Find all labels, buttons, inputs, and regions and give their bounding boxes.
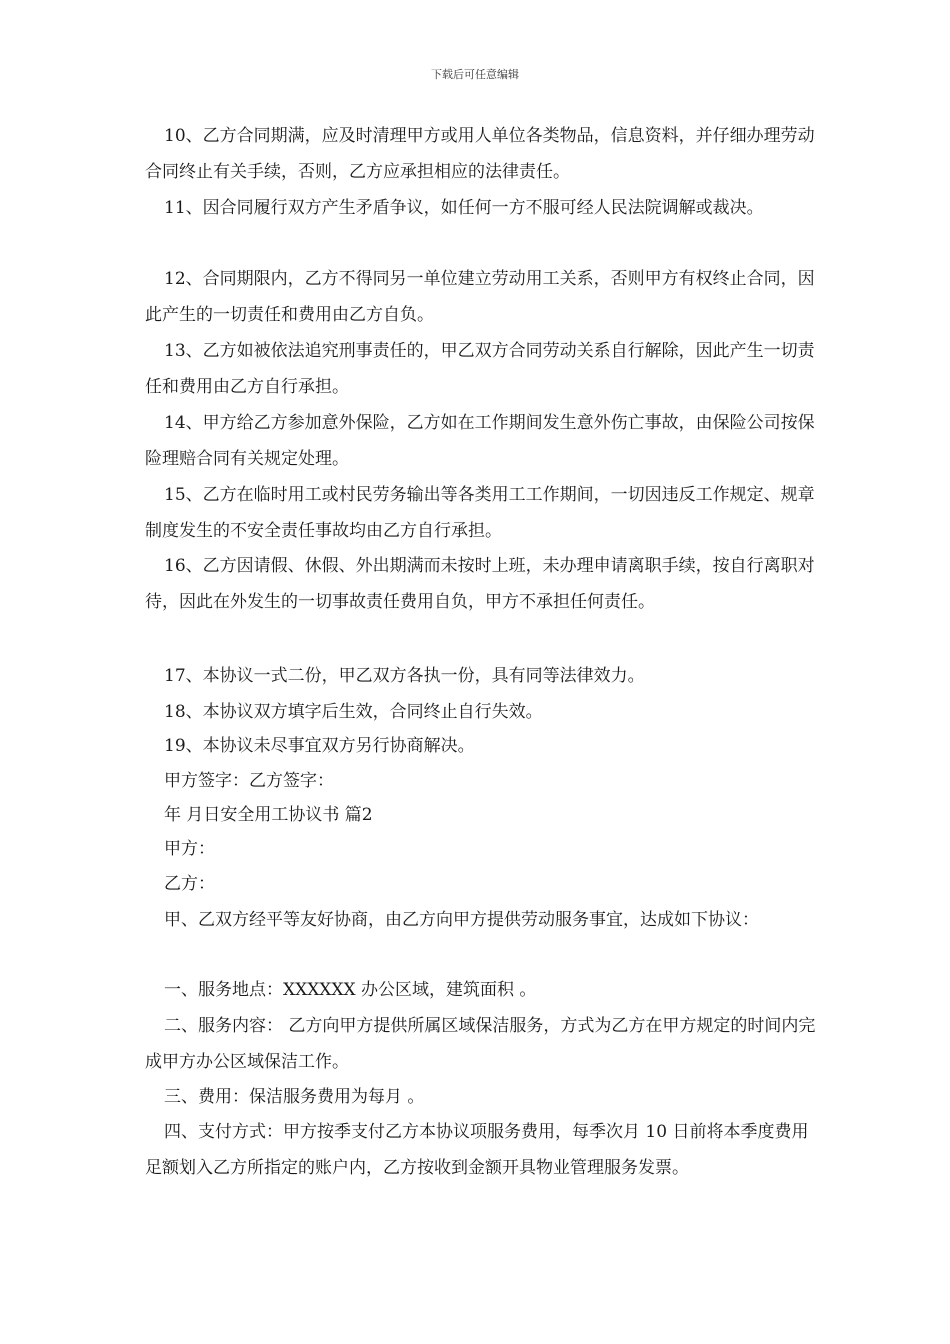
agreement-intro: 甲、乙双方经平等友好协商，由乙方向甲方提供劳动服务事宜，达成如下协议：	[164, 910, 759, 930]
clause-14: 14、甲方给乙方参加意外保险，乙方如在工作期间发生意外伤亡事故，由保险公司按保险理赔合同有关规定处理。	[145, 413, 815, 469]
service-fee: 三、费用：保洁服务费用为每月 。	[164, 1087, 425, 1107]
section-title: 年 月日安全用工协议书 篇2	[164, 805, 373, 825]
clause-13: 13、乙方如被依法追究刑事责任的，甲乙双方合同劳动关系自行解除，因此产生一切责任和费用由乙方自行承担。	[145, 341, 815, 397]
clause-10: 10、乙方合同期满，应及时清理甲方或用人单位各类物品，信息资料，并仔细办理劳动合同终止有关手续，否则，乙方应承担相应的法律责任。	[145, 126, 815, 182]
payment-method: 四、支付方式：甲方按季支付乙方本协议项服务费用，每季次月 10 日前将本季度费用足额划入乙方所指定的账户内，乙方按收到金额开具物业管理服务发票。	[145, 1122, 809, 1178]
service-location: 一、服务地点：XXXXXX 办公区域，建筑面积 。	[164, 980, 537, 1000]
clause-12: 12、合同期限内，乙方不得同另一单位建立劳动用工关系，否则甲方有权终止合同，因此产生的一切责任和费用由乙方自负。	[145, 269, 815, 325]
signature-line: 甲方签字：乙方签字：	[164, 771, 334, 791]
clause-19: 19、本协议未尽事宜双方另行协商解决。	[164, 736, 475, 756]
clause-15: 15、乙方在临时用工或村民劳务输出等各类用工工作期间，一切因违反工作规定、规章制度发生的不安全责任事故均由乙方自行承担。	[145, 485, 815, 541]
page-header: 下载后可任意编辑	[431, 68, 519, 81]
service-content: 二、服务内容： 乙方向甲方提供所属区域保洁服务，方式为乙方在甲方规定的时间内完成甲方办公区域保洁工作。	[145, 1016, 816, 1072]
clause-17: 17、本协议一式二份，甲乙双方各执一份，具有同等法律效力。	[164, 666, 645, 686]
party-a-label: 甲方：	[164, 839, 215, 859]
clause-16: 16、乙方因请假、休假、外出期满而未按时上班，未办理申请离职手续，按自行离职对待，因此在外发生的一切事故责任费用自负，甲方不承担任何责任。	[145, 556, 815, 612]
clause-18: 18、本协议双方填字后生效，合同终止自行失效。	[164, 702, 543, 722]
party-b-label: 乙方：	[164, 874, 215, 894]
clause-11: 11、因合同履行双方产生矛盾争议，如任何一方不服可经人民法院调解或裁决。	[164, 198, 764, 218]
